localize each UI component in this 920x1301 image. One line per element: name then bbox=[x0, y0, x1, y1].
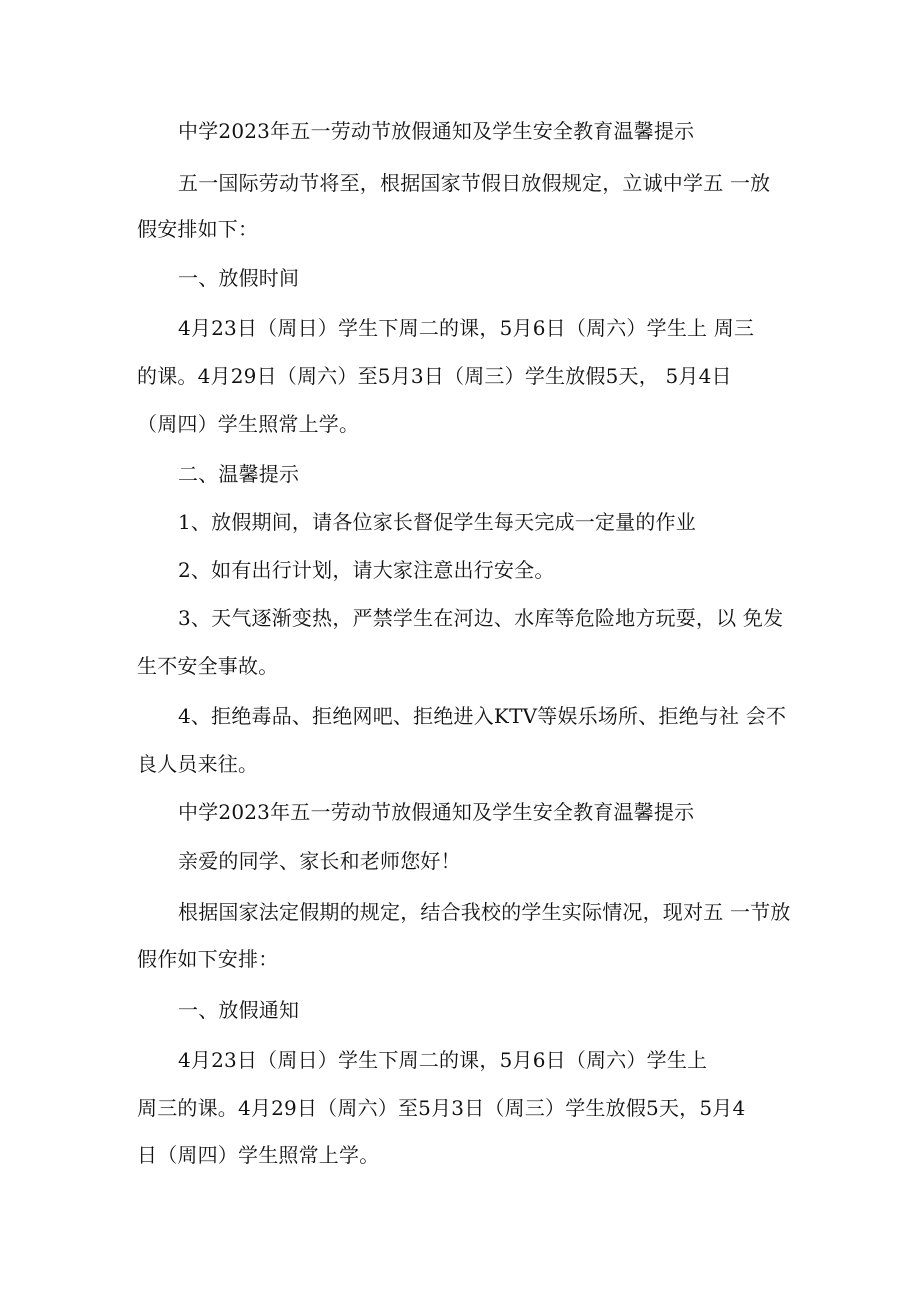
tip-4-line1: 4、拒绝毒品、拒绝网吧、拒绝进入KTV等娱乐场所、拒绝与社 会不 bbox=[178, 704, 787, 728]
section2-schedule-line1: 4月23日（周日）学生下周二的课，5月6日（周六）学生上 bbox=[178, 1048, 708, 1072]
section1-heading-tips: 二、温馨提示 bbox=[178, 462, 300, 486]
tip-3-line2: 生不安全事故。 bbox=[137, 654, 279, 678]
section1-heading-holiday-time: 一、放假时间 bbox=[178, 266, 300, 290]
tip-4-line2: 良人员来往。 bbox=[137, 752, 259, 776]
section1-intro-line1: 五一国际劳动节将至，根据国家节假日放假规定，立诚中学五 一放 bbox=[178, 171, 771, 195]
section1-schedule-line1: 4月23日（周日）学生下周二的课，5月6日（周六）学生上 周三 bbox=[178, 316, 755, 340]
section2-schedule-line3: 日（周四）学生照常上学。 bbox=[137, 1143, 380, 1167]
section2-heading-holiday-notice: 一、放假通知 bbox=[178, 998, 300, 1022]
section1-schedule-line2: 的课。4月29日（周六）至5月3日（周三）学生放假5天， 5月4日 bbox=[137, 364, 732, 388]
section2-intro-line2: 假作如下安排： bbox=[137, 947, 279, 971]
section2-greeting: 亲爱的同学、家长和老师您好！ bbox=[178, 849, 461, 873]
tip-1: 1、放假期间，请各位家长督促学生每天完成一定量的作业 bbox=[178, 510, 696, 534]
section1-schedule-line3: （周四）学生照常上学。 bbox=[137, 412, 360, 436]
tip-2: 2、如有出行计划，请大家注意出行安全。 bbox=[178, 558, 555, 582]
section2-schedule-line2: 周三的课。4月29日（周六）至5月3日（周三）学生放假5天，5月4 bbox=[137, 1096, 746, 1120]
section1-title: 中学2023年五一劳动节放假通知及学生安全教育温馨提示 bbox=[178, 119, 695, 143]
section2-title: 中学2023年五一劳动节放假通知及学生安全教育温馨提示 bbox=[178, 800, 695, 824]
section2-intro-line1: 根据国家法定假期的规定，结合我校的学生实际情况，现对五 一节放 bbox=[178, 900, 791, 924]
tip-3-line1: 3、天气逐渐变热，严禁学生在河边、水库等危险地方玩耍，以 免发 bbox=[178, 606, 784, 630]
section1-intro-line2: 假安排如下： bbox=[137, 217, 259, 241]
